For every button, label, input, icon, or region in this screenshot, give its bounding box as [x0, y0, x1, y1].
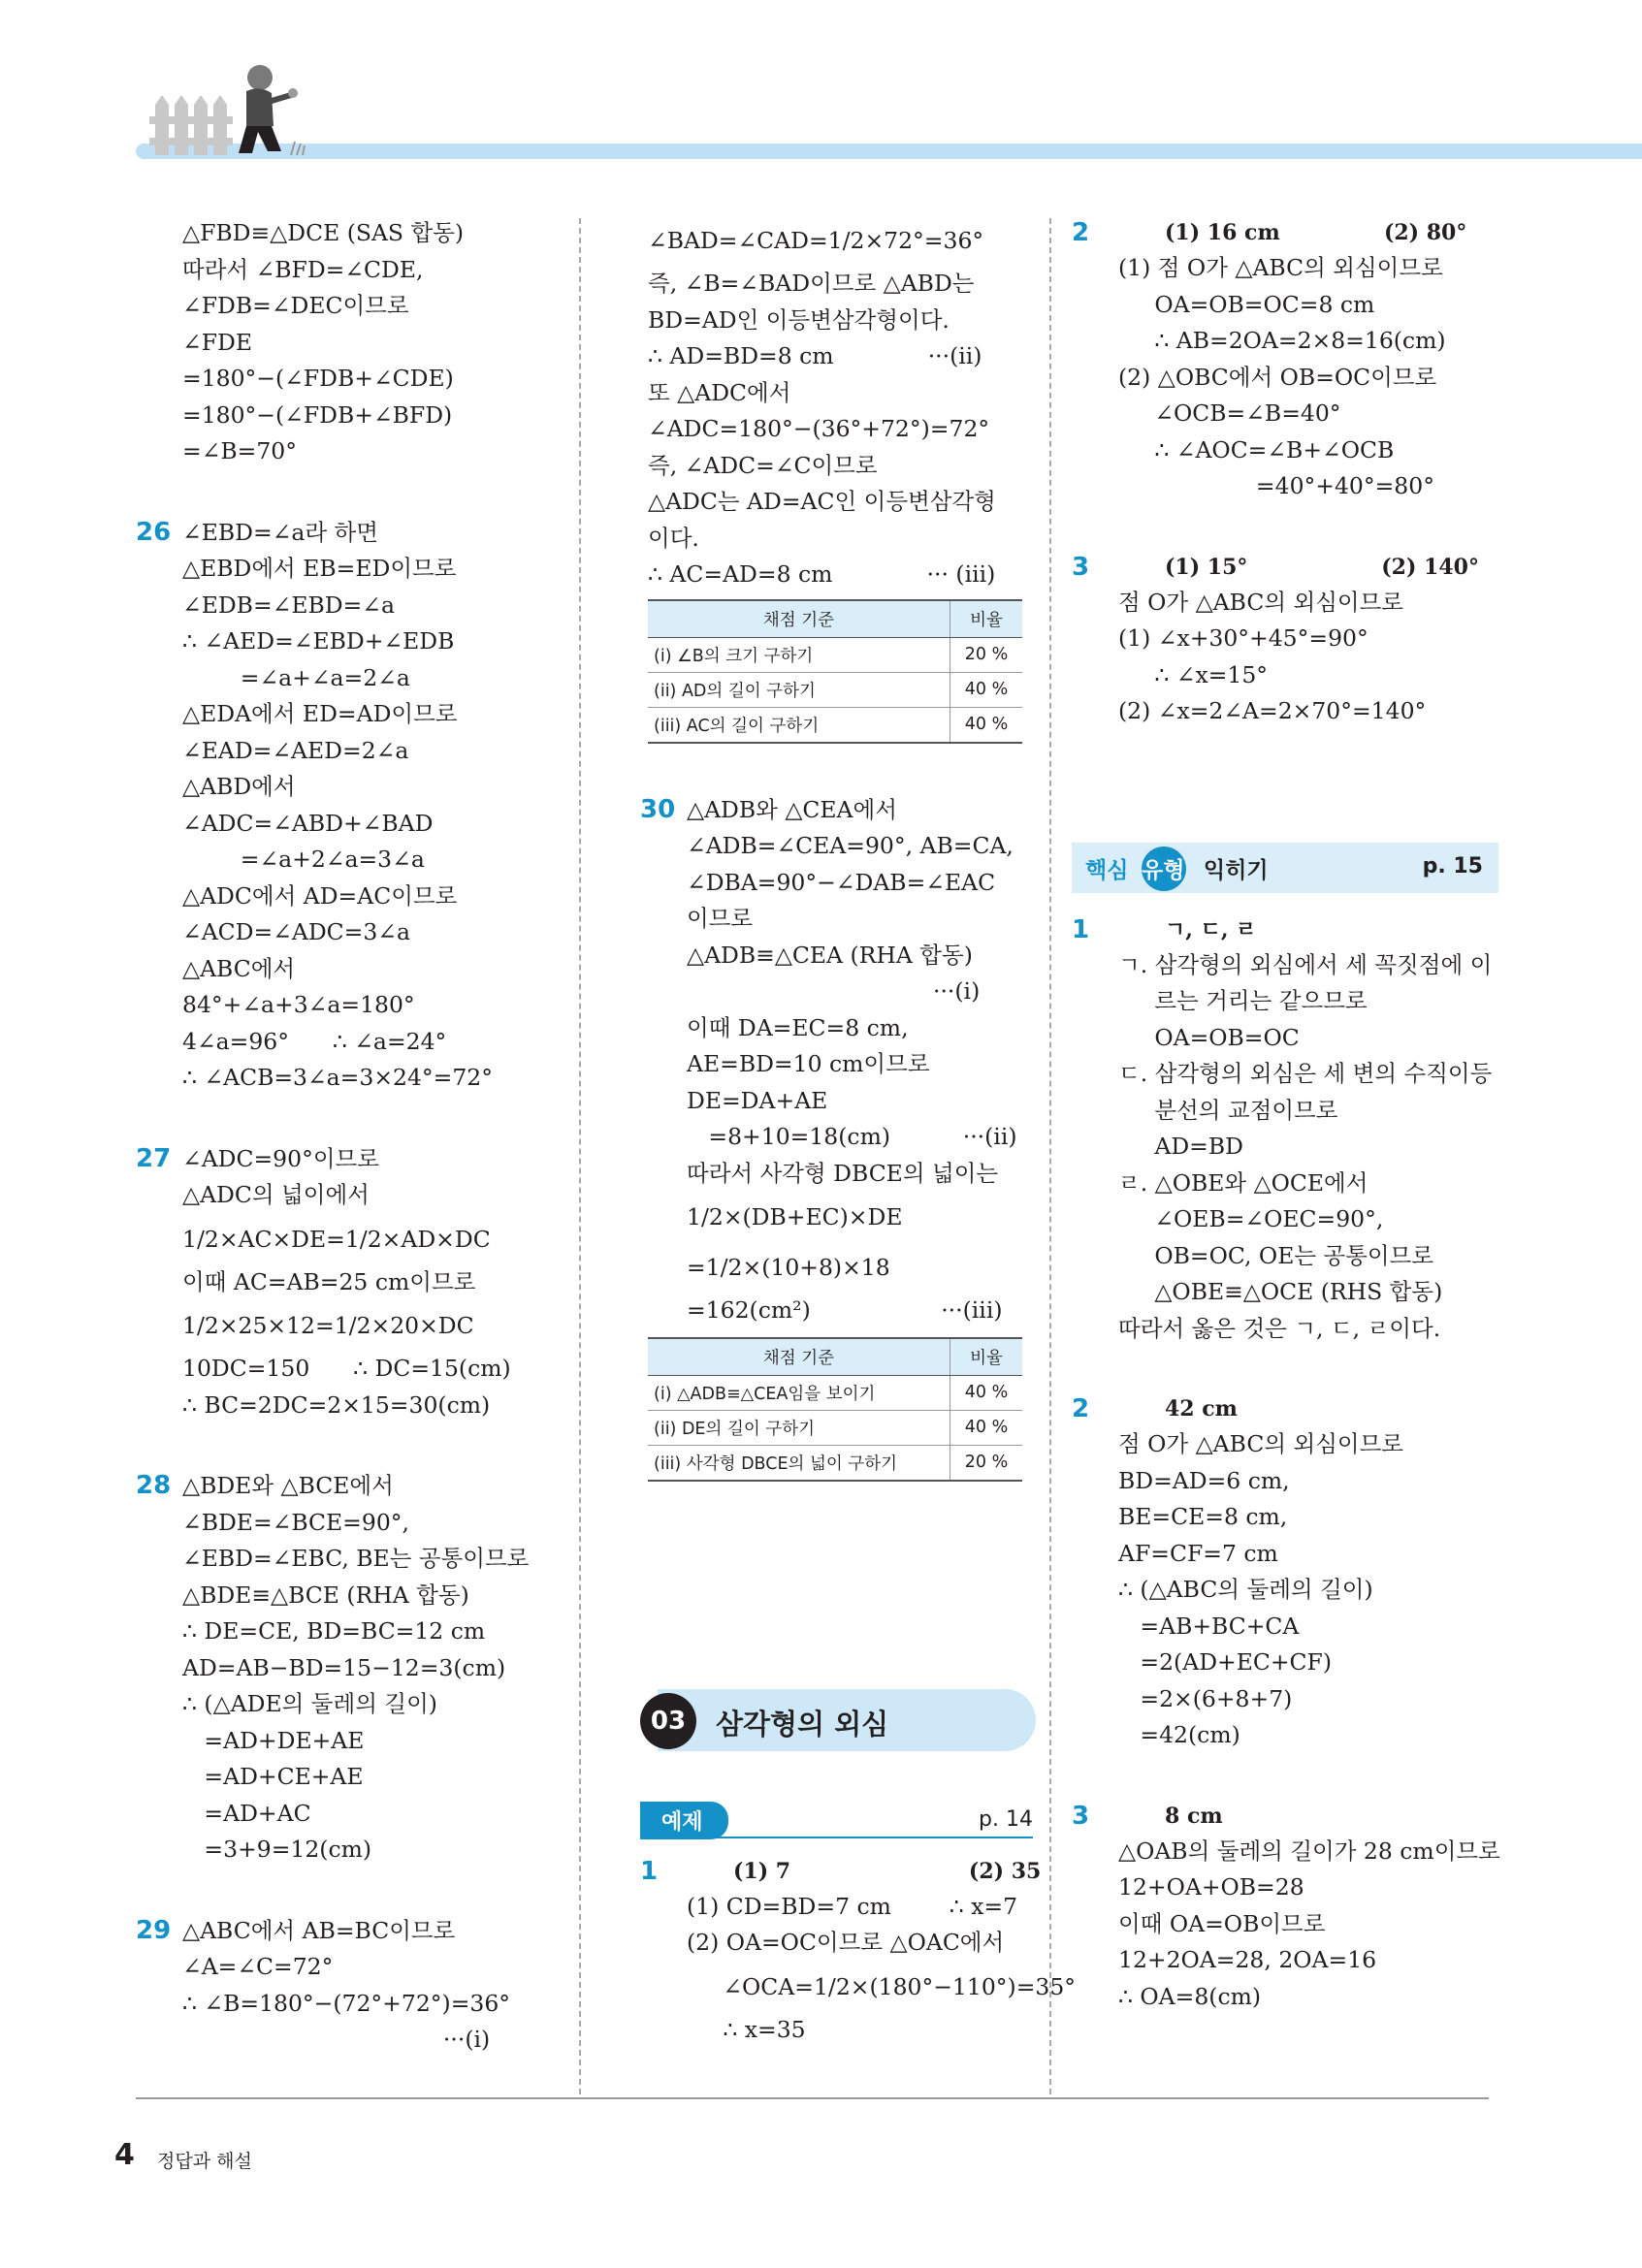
table-row	[648, 672, 1022, 707]
core-practice-label: 익히기	[1204, 857, 1269, 883]
text-line: ···(i)	[687, 977, 981, 1005]
table-header: 채점 기준	[648, 1338, 950, 1376]
table-cell: 40 %	[950, 1375, 1023, 1410]
problem-body	[182, 215, 563, 470]
example-problems	[1072, 215, 1498, 730]
text-line: (1) 점 O가 △ABC의 외심이므로	[1118, 254, 1443, 281]
text-line: △ABD에서	[182, 773, 296, 800]
scoring-table-29	[648, 599, 1022, 744]
table-row	[648, 1445, 1022, 1481]
answer-line: 42 cm	[1165, 1396, 1238, 1421]
text-line: =2(AD+EC+CF)	[1118, 1648, 1333, 1676]
column-right	[1072, 215, 1498, 2060]
table-cell: (iii) 사각형 DBCE의 넓이 구하기	[648, 1445, 950, 1481]
text-line: 또 △ADC에서	[648, 378, 791, 406]
text-line: ㄷ. 삼각형의 외심은 세 변의 수직이등	[1118, 1060, 1493, 1087]
text-line: (2) △OBC에서 OB=OC이므로	[1118, 363, 1437, 391]
text-line: 점 O가 △ABC의 외심이므로	[1118, 1430, 1404, 1457]
text-line: ∴ ∠AOC=∠B+∠OCB	[1118, 435, 1395, 463]
text-line: =180°−(∠FDB+∠CDE)	[182, 365, 454, 392]
example-1	[640, 1854, 1077, 2049]
column-left	[136, 215, 563, 2103]
text-line: ···(i)	[182, 2026, 491, 2053]
text-line: =AD+DE+AE	[182, 1726, 365, 1754]
text-line: △BDE와 △BCE에서	[182, 1472, 394, 1499]
text-line: 따라서 ∠BFD=∠CDE,	[182, 255, 424, 283]
text-line: ∠ADC=∠ABD+∠BAD	[182, 809, 434, 837]
problem-body	[182, 1141, 563, 1424]
text-line: 84°+∠a+3∠a=180°	[182, 991, 415, 1018]
problem-body	[182, 1468, 563, 1869]
text-line: △ADC에서 AD=AC이므로	[182, 881, 458, 910]
problem	[136, 515, 563, 1097]
text-line: ∠DBA=90°−∠DAB=∠EAC	[687, 868, 996, 896]
text-line: ∠EBD=∠EBC, BE는 공통이므로	[182, 1545, 530, 1572]
text-line: ∠ACD=∠ADC=3∠a	[182, 918, 410, 945]
problem-number: 28	[136, 1471, 172, 1500]
problem-number: 2	[1072, 1394, 1090, 1423]
section-number-badge: 03강	[640, 1693, 696, 1749]
text-line: △ABC에서	[182, 954, 296, 982]
problem	[1072, 550, 1498, 730]
example-label: 예제	[640, 1802, 728, 1839]
text-line: 이때 OA=OB이므로	[1118, 1909, 1326, 1937]
text-line: (1) CD=BD=7 cm ∴ x=7	[687, 1892, 1018, 1920]
text-line: 즉, ∠B=∠BAD이므로 △ABD는	[648, 270, 975, 297]
table-cell: 40 %	[950, 707, 1023, 743]
core-types-header	[1072, 843, 1498, 893]
text-line: ∴ ∠ACB=3∠a=3×24°=72°	[182, 1064, 494, 1091]
text-line: BE=CE=8 cm,	[1118, 1503, 1288, 1530]
text-line: 10DC=150 ∴ DC=15(cm)	[182, 1355, 511, 1382]
text-line: 12+OA+OB=28	[1118, 1873, 1304, 1901]
problem-body	[1118, 1391, 1498, 1754]
header-bar	[136, 144, 1642, 159]
text-line: ∠ADC=180°−(36°+72°)=72°	[648, 415, 990, 442]
text-line: (2) OA=OC이므로 △OAC에서	[687, 1929, 1005, 1956]
text-line: 따라서 옳은 것은 ㄱ, ㄷ, ㄹ이다.	[1118, 1314, 1441, 1342]
problem-body	[1118, 550, 1498, 730]
text-line: (2) ∠x=2∠A=2×70°=140°	[1118, 697, 1427, 724]
text-line: ∠A=∠C=72°	[182, 1953, 334, 1980]
table-cell: 20 %	[950, 637, 1023, 672]
core-type-label: 유형	[1142, 857, 1185, 883]
problem-number: 30	[640, 794, 676, 824]
text-line: ∠ADB=∠CEA=90°, AB=CA,	[687, 832, 1014, 859]
text-line: 따라서 사각형 DBCE의 넓이는	[687, 1159, 999, 1187]
table-header: 비율	[950, 1338, 1023, 1376]
text-line: 1/2×25×12=1/2×20×DC	[182, 1312, 474, 1339]
text-line: △ADB와 △CEA에서	[687, 795, 897, 823]
text-line: =180°−(∠FDB+∠BFD)	[182, 400, 453, 429]
table-cell: 20 %	[950, 1445, 1023, 1481]
text-line: DE=DA+AE	[687, 1086, 828, 1114]
example-header	[640, 1802, 1033, 1840]
example-page-ref: p. 14	[979, 1806, 1033, 1832]
problem-number: 2	[1072, 218, 1090, 247]
text-line: ∠EAD=∠AED=2∠a	[182, 736, 409, 764]
problem-body	[687, 1854, 1077, 2049]
text-line: ∴ AC=AD=8 cm ··· (iii)	[648, 560, 996, 588]
problem	[136, 1913, 563, 2059]
problem-body	[687, 792, 1033, 1329]
text-line: ∠OCB=∠B=40°	[1118, 399, 1341, 427]
text-line: OA=OB=OC	[1118, 1023, 1300, 1051]
text-line: ∴ ∠x=15°	[1118, 660, 1269, 688]
table-row	[648, 1410, 1022, 1445]
problem-number: 3	[1072, 552, 1090, 582]
text-line: =162(cm²) ···(iii)	[687, 1296, 1003, 1324]
text-line: =3+9=12(cm)	[182, 1836, 372, 1863]
text-line: △FBD≡△DCE (SAS 합동)	[182, 219, 465, 246]
table-header: 비율	[950, 600, 1023, 638]
text-line: =42(cm)	[1118, 1721, 1240, 1748]
text-line: △ADC의 넓이에서	[182, 1181, 370, 1208]
text-line: 점 O가 △ABC의 외심이므로	[1118, 588, 1404, 616]
column-divider	[579, 218, 581, 2094]
text-line: △OBE≡△OCE (RHS 합동)	[1118, 1278, 1443, 1305]
text-line: △OAB의 둘레의 길이가 28 cm이므로	[1118, 1837, 1500, 1865]
text-line: 12+2OA=28, 2OA=16	[1118, 1946, 1377, 1973]
table-cell: (ii) AD의 길이 구하기	[648, 672, 950, 707]
text-line: AF=CF=7 cm	[1118, 1539, 1278, 1567]
text-line: ∠BAD=∠CAD=1/2×72°=36°	[648, 227, 984, 254]
section-title: 삼각형의 외심	[716, 1707, 889, 1741]
problem-body	[182, 515, 563, 1097]
text-line: ∠OCA=1/2×(180°−110°)=35°	[687, 1972, 1077, 2000]
table-cell: 40 %	[950, 1410, 1023, 1445]
text-line: 이때 DA=EC=8 cm,	[687, 1013, 909, 1041]
text-line: △BDE≡△BCE (RHA 합동)	[182, 1581, 469, 1609]
text-line: ∴ ∠AED=∠EBD+∠EDB	[182, 627, 455, 655]
text-line: ∴ OA=8(cm)	[1118, 1982, 1262, 2010]
text-line: △EBD에서 EB=ED이므로	[182, 555, 457, 582]
text-line: ∠EBD=∠a라 하면	[182, 518, 378, 546]
header-illustration	[145, 58, 310, 165]
text-line: =AD+AC	[182, 1799, 311, 1827]
text-line: ∠BDE=∠BCE=90°,	[182, 1508, 409, 1536]
column-middle	[640, 215, 1077, 2092]
text-line: 1/2×(DB+EC)×DE	[687, 1203, 903, 1230]
text-line: ∴ ∠B=180°−(72°+72°)=36°	[182, 1989, 511, 2017]
table-cell: (iii) AC의 길이 구하기	[648, 707, 950, 743]
problem-30	[640, 792, 1033, 1329]
text-line: AE=BD=10 cm이므로	[687, 1050, 930, 1077]
problem-number: 1	[1072, 914, 1090, 944]
problem	[1072, 912, 1498, 1348]
problem	[1072, 1391, 1498, 1754]
text-line: =40°+40°=80°	[1118, 472, 1434, 499]
problem-body	[1118, 912, 1498, 1348]
text-line: 1/2×AC×DE=1/2×AD×DC	[182, 1225, 491, 1253]
text-line: =1/2×(10+8)×18	[687, 1254, 890, 1281]
page-number: 4	[114, 2138, 135, 2172]
text-line: OB=OC, OE는 공통이므로	[1118, 1241, 1434, 1269]
problem-29-continued	[648, 215, 1033, 593]
scoring-table-30	[648, 1337, 1022, 1482]
page-footer-label: 정답과 해설	[157, 2151, 252, 2172]
table-cell: 40 %	[950, 672, 1023, 707]
problem-number: 29	[136, 1915, 172, 1945]
answer-line: (1) 16 cm (2) 80°	[1165, 220, 1467, 245]
text-line: △ABC에서 AB=BC이므로	[182, 1916, 456, 1944]
problem-body	[1118, 1799, 1498, 2016]
text-line: ∠FDE	[182, 328, 252, 356]
problem	[136, 1468, 563, 1869]
answer-line: 8 cm	[1165, 1803, 1223, 1829]
problem-number: 26	[136, 517, 172, 547]
column-divider	[1049, 218, 1051, 2094]
footer-rule	[136, 2097, 1489, 2099]
text-line: 이때 AC=AB=25 cm이므로	[182, 1267, 476, 1295]
problem-body	[182, 1913, 563, 2059]
text-line: ∴ DE=CE, BD=BC=12 cm	[182, 1617, 486, 1645]
table-row	[648, 1375, 1022, 1410]
text-line: 즉, ∠ADC=∠C이므로	[648, 451, 878, 479]
text-line: ∴ BC=2DC=2×15=30(cm)	[182, 1390, 491, 1419]
core-problems	[1072, 912, 1498, 2016]
text-line: AD=BD	[1118, 1133, 1243, 1160]
text-line: BD=AD=6 cm,	[1118, 1466, 1290, 1494]
section-header-03	[640, 1689, 1033, 1792]
text-line: ∴ AD=BD=8 cm ···(ii)	[648, 342, 982, 369]
table-cell: (ii) DE의 길이 구하기	[648, 1410, 950, 1445]
answer-line: ㄱ, ㄷ, ㄹ	[1165, 916, 1257, 942]
text-line: 이므로	[687, 905, 754, 932]
text-line: ∴ x=35	[687, 2015, 806, 2043]
problem	[1072, 1799, 1498, 2016]
text-line: ∴ AB=2OA=2×8=16(cm)	[1118, 327, 1446, 354]
text-line: ㄹ. △OBE와 △OCE에서	[1118, 1168, 1368, 1197]
problem	[136, 215, 563, 470]
text-line: ∠ADC=90°이므로	[182, 1144, 379, 1172]
text-line: ∴ (△ABC의 둘레의 길이)	[1118, 1576, 1373, 1603]
table-header: 채점 기준	[648, 600, 950, 638]
text-line: △ADC는 AD=AC인 이등변삼각형	[648, 488, 996, 515]
text-line: ∠OEB=∠OEC=90°,	[1118, 1205, 1384, 1232]
text-line: =∠a+2∠a=3∠a	[182, 846, 425, 873]
table-row	[648, 637, 1022, 672]
problem	[136, 1141, 563, 1424]
text-line: ∠FDB=∠DEC이므로	[182, 292, 409, 319]
text-line: 4∠a=96° ∴ ∠a=24°	[182, 1027, 447, 1055]
text-line: (1) ∠x+30°+45°=90°	[1118, 624, 1368, 652]
text-line: ∴ (△ADE의 둘레의 길이)	[182, 1690, 437, 1717]
text-line: =AB+BC+CA	[1118, 1612, 1300, 1640]
answer-line: (1) 15° (2) 140°	[1165, 554, 1479, 580]
text-line: =∠a+∠a=2∠a	[182, 663, 410, 691]
table-row	[648, 707, 1022, 743]
problem-number: 27	[136, 1143, 172, 1173]
text-line: △ADB≡△CEA (RHA 합동)	[687, 941, 973, 969]
answer-line: (1) 7 (2) 35	[733, 1858, 1042, 1884]
text-line: =8+10=18(cm) ···(ii)	[687, 1123, 1017, 1150]
text-line: =2×(6+8+7)	[1118, 1684, 1293, 1712]
text-line: 르는 거리는 같으므로	[1118, 987, 1368, 1014]
text-line: =∠B=70°	[182, 437, 297, 464]
problem	[1072, 215, 1498, 505]
text-line: =AD+CE+AE	[182, 1763, 364, 1790]
text-line: 이다.	[648, 524, 699, 552]
text-line: ∠EDB=∠EBD=∠a	[182, 591, 395, 619]
problem-number: 3	[1072, 1801, 1090, 1831]
table-cell: (i) ∠B의 크기 구하기	[648, 637, 950, 672]
text-line: AD=AB−BD=15−12=3(cm)	[182, 1653, 506, 1681]
table-cell: (i) △ADB≡△CEA임을 보이기	[648, 1375, 950, 1410]
text-line: BD=AD인 이등변삼각형이다.	[648, 305, 950, 334]
problem-number: 1	[640, 1856, 659, 1886]
core-page-ref: p. 15	[1422, 853, 1483, 878]
text-line: 분선의 교점이므로	[1118, 1096, 1338, 1124]
text-line: OA=OB=OC=8 cm	[1118, 290, 1375, 318]
core-label: 핵심	[1085, 857, 1129, 883]
text-line: △EDA에서 ED=AD이므로	[182, 700, 458, 727]
problem-body	[1118, 215, 1498, 505]
text-line: ㄱ. 삼각형의 외심에서 세 꼭짓점에 이	[1118, 950, 1493, 978]
